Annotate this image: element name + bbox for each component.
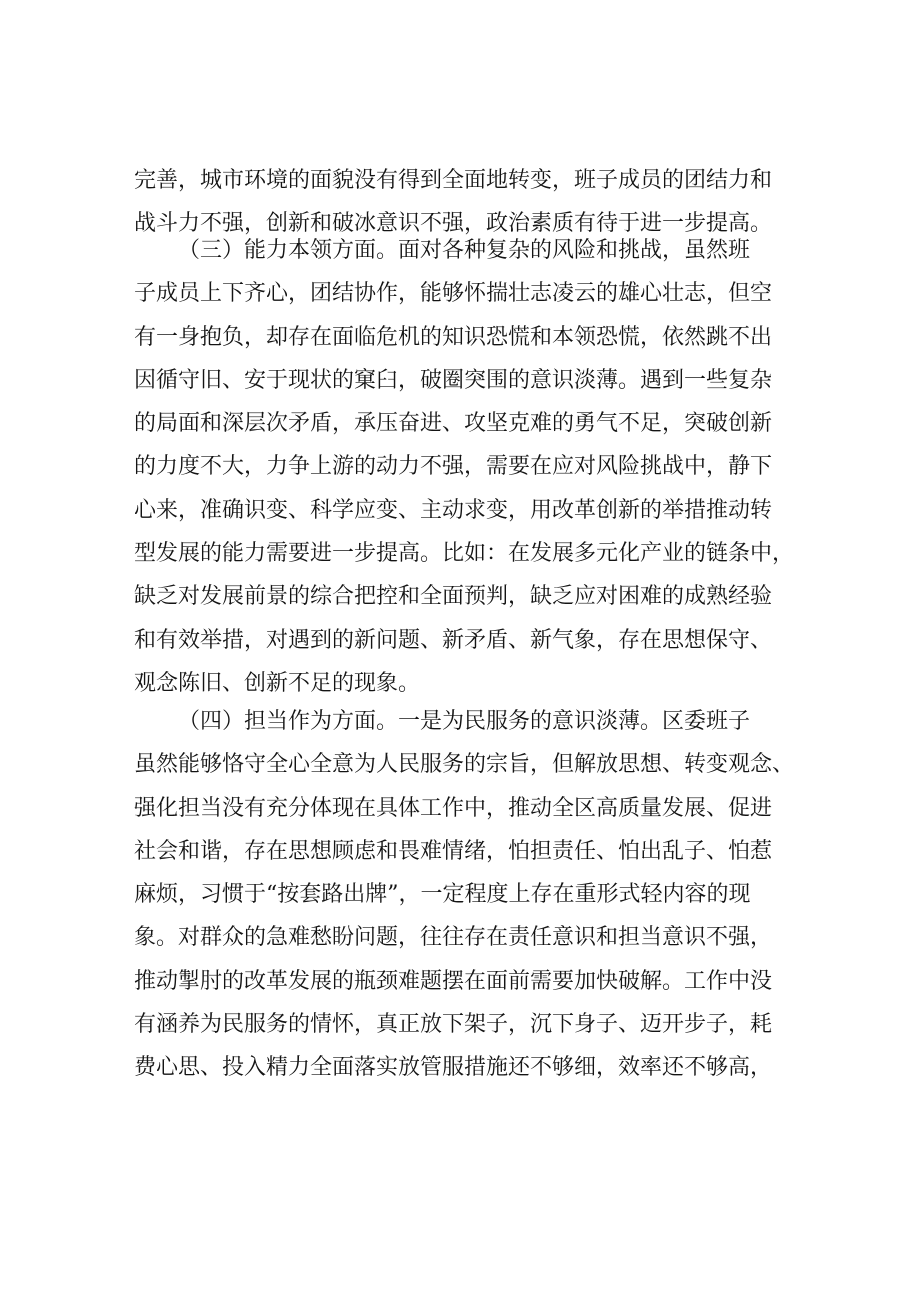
- text-line: 有涵养为民服务的情怀，真正放下架子，沉下身子、迈开步子，耗: [134, 1012, 773, 1038]
- text-line: （三）能力本领方面。面对各种复杂的风险和挑战，虽然班: [178, 238, 751, 263]
- text-line: 费心思、投入精力全面落实放管服措施还不够细，效率还不够高，: [134, 1055, 773, 1081]
- text-line: 缺乏对发展前景的综合把控和全面预判，缺乏应对困难的成熟经验: [134, 584, 773, 610]
- text-line: （四）担当作为方面。一是为民服务的意识淡薄。区委班子: [178, 709, 751, 734]
- text-line: 的局面和深层次矛盾，承压奋进、攻坚克难的勇气不足，突破创新: [134, 411, 773, 437]
- paragraph-2: [134, 229, 824, 705]
- text-line: 的力度不大，力争上游的动力不强，需要在应对风险挑战中，静下: [134, 454, 773, 480]
- text-line: 虽然能够恪守全心全意为人民服务的宗旨，但解放思想、转变观念、: [134, 752, 795, 778]
- text-line: 麻烦，习惯于“按套路出牌”，一定程度上存在重形式轻内容的现: [134, 882, 751, 908]
- text-line: 有一身抱负，却存在面临危机的知识恐慌和本领恐慌，依然跳不出: [134, 324, 773, 350]
- text-line: 战斗力不强，创新和破冰意识不强，政治素质有待于进一步提高。: [134, 211, 773, 237]
- text-line: 心来，准确识变、科学应变、主动求变，用改革创新的举措推动转: [134, 497, 773, 523]
- text-line: 和有效举措，对遇到的新问题、新矛盾、新气象，存在思想保守、: [134, 627, 773, 653]
- text-line: 推动掣肘的改革发展的瓶颈难题摆在面前需要加快破解。工作中没: [134, 968, 773, 994]
- text-line: 强化担当没有充分体现在具体工作中，推动全区高质量发展、促进: [134, 795, 773, 821]
- text-line: 型发展的能力需要进一步提高。比如：在发展多元化产业的链条中，: [134, 541, 795, 567]
- text-line: 社会和谐，存在思想顾虑和畏难情绪，怕担责任、怕出乱子、怕惹: [134, 838, 773, 864]
- text-line: 子成员上下齐心，团结协作，能够怀揣壮志凌云的雄心壮志，但空: [134, 281, 773, 307]
- text-line: 因循守旧、安于现状的窠臼，破圈突围的意识淡薄。遇到一些复杂: [134, 367, 773, 393]
- text-line: 象。对群众的急难愁盼问题，往往存在责任意识和担当意识不强，: [134, 925, 773, 951]
- paragraph-3: [134, 700, 824, 1090]
- text-line: 观念陈旧、创新不足的现象。: [134, 670, 421, 696]
- text-line: 完善，城市环境的面貌没有得到全面地转变，班子成员的团结力和: [134, 168, 773, 193]
